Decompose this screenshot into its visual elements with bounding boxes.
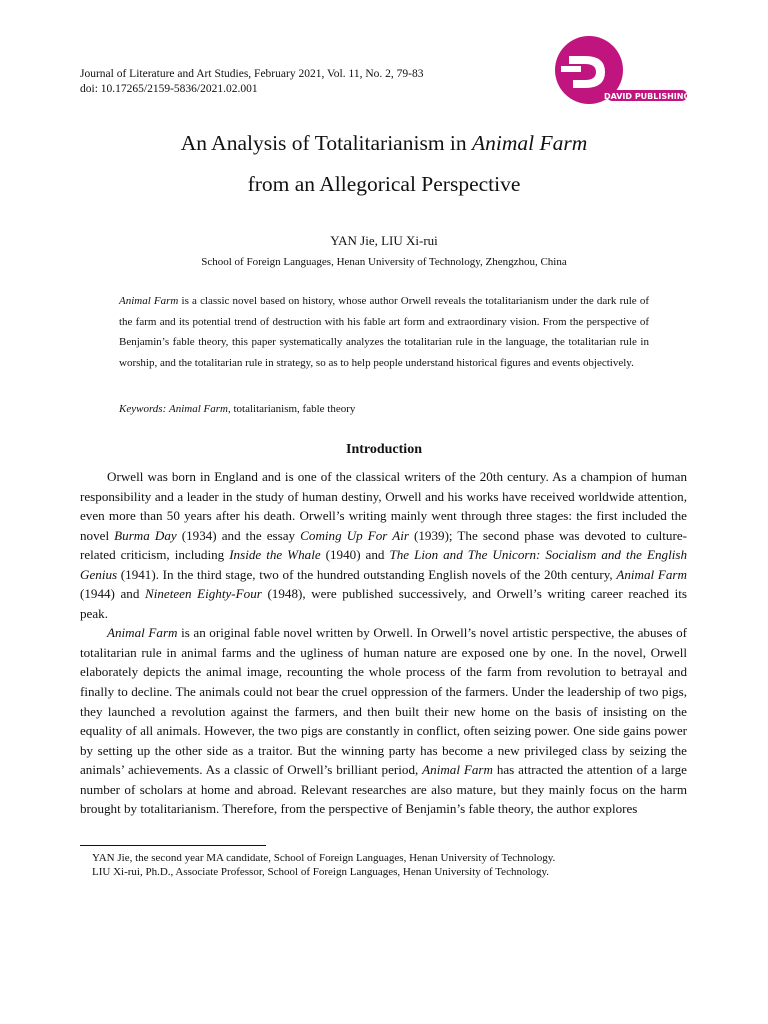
italic-title: Animal Farm xyxy=(422,762,493,778)
italic-title: Coming Up For Air xyxy=(300,527,409,543)
abstract xyxy=(119,291,649,373)
affiliation: School of Foreign Languages, Henan University of Technology, Zhengzhou, China xyxy=(201,256,567,268)
text-run: (1948), were published successively, and Orwell’s writing career reached its peak. xyxy=(80,586,687,621)
keywords-rest: , totalitarianism, fable theory xyxy=(228,403,356,415)
text-run: (1939); The second phase was devoted to culture-related criticism, including xyxy=(80,527,687,563)
italic-title: Inside the Whale xyxy=(229,547,321,563)
italic-title: Animal Farm xyxy=(107,625,178,641)
text-run: is an original fable novel written by Orwell. In Orwell’s novel artistic perspective, the abuses of totalitarian rule in animal farms and the ugliness of human nature are exposed one by one. In the novel, Orwell elaborately depicts the animal image, recounting the whole process of the farm from revolution to betrayal and finally to decline. The animals could not bear the cruel oppression of the farmers. Under the leadership of two pigs, they launched a revolution against the farmers, and then built their new home on the basis of insisting on the equality of all animals. However, the two pigs are constantly in conflict, often seizing power. One side gains power by setting up the other side as a traitor. But the winning party has become a new privileged class by seizing the animals’ achievements. As a classic of Orwell’s brilliant period, xyxy=(80,625,687,778)
italic-title: Animal Farm xyxy=(616,566,687,582)
keyword-italic: Animal Farm xyxy=(169,403,228,415)
journal-header xyxy=(80,67,423,97)
italic-title: The Lion and The Unicorn: Socialism and the English Genius xyxy=(80,547,687,582)
footnote-divider xyxy=(80,845,266,846)
section-heading: Introduction xyxy=(346,442,422,457)
text-run: has attracted the attention of a large number of scholars at home and abroad. Relevant researches are also mature, but they mainly focus on the harm brought by totalitarianism. Therefore, from the perspective of Benjamin’s fable theory, the author explores xyxy=(80,762,687,817)
paper-title-line1 xyxy=(0,131,768,156)
doi: doi: 10.17265/2159-5836/2021.02.001 xyxy=(80,83,258,95)
text-run: (1941). In the third stage, two of the hundred outstanding English novels of the 20th century, xyxy=(117,566,617,582)
logo-graphic xyxy=(555,36,690,108)
title-plain: An Analysis of Totalitarianism in xyxy=(180,131,473,155)
italic-title: Burma Day xyxy=(114,527,177,543)
journal-citation: Journal of Literature and Art Studies, February 2021, Vol. 11, No. 2, 79-83 xyxy=(80,68,424,80)
text-run: Orwell was born in England and is one of the classical writers of the 20th century. As a champion of human responsibility and a leader in the study of human destiny, Orwell and his works have received worldwide attention, even more than 50 years after his death. Orwell’s writing mainly went through three stages: the first included the novel xyxy=(80,469,687,543)
keywords-label: Keywords: xyxy=(119,403,167,415)
footnote-1: YAN Jie, the second year MA candidate, School of Foreign Languages, Henan University of Technology. xyxy=(92,852,556,864)
paper-title-line2: from an Allegorical Perspective xyxy=(247,172,521,196)
footnotes xyxy=(92,851,555,879)
abstract-lead: Animal Farm xyxy=(119,295,179,307)
paragraph-2 xyxy=(80,623,687,818)
text-run: (1940) and xyxy=(320,547,390,563)
text-run: (1944) and xyxy=(80,586,145,602)
footnote-2: LIU Xi-rui, Ph.D., Associate Professor, School of Foreign Languages, Henan University of Technology. xyxy=(92,866,550,878)
authors: YAN Jie, LIU Xi-rui xyxy=(330,233,438,248)
italic-title: Nineteen Eighty-Four xyxy=(145,586,262,602)
david-publishing-logo xyxy=(555,36,690,108)
body-text xyxy=(80,467,687,819)
keywords xyxy=(119,403,355,415)
logo-text: DAVID PUBLISHING xyxy=(603,92,690,101)
text-run: (1934) and the essay xyxy=(176,527,301,543)
title-italic: Animal Farm xyxy=(472,131,588,155)
abstract-text: is a classic novel based on history, whose author Orwell reveals the totalitarianism under the dark rule of the farm and its potential trend of destruction with his fable art form and extraordinary vision. From the perspective of Benjamin’s fable theory, this paper systematically analyzes the totalitarian rule in the language, the totalitarian rule in worship, and the totalitarian rule in strategy, so as to help people understand historical figures and events objectively. xyxy=(119,295,649,369)
paragraph-1 xyxy=(80,467,687,623)
